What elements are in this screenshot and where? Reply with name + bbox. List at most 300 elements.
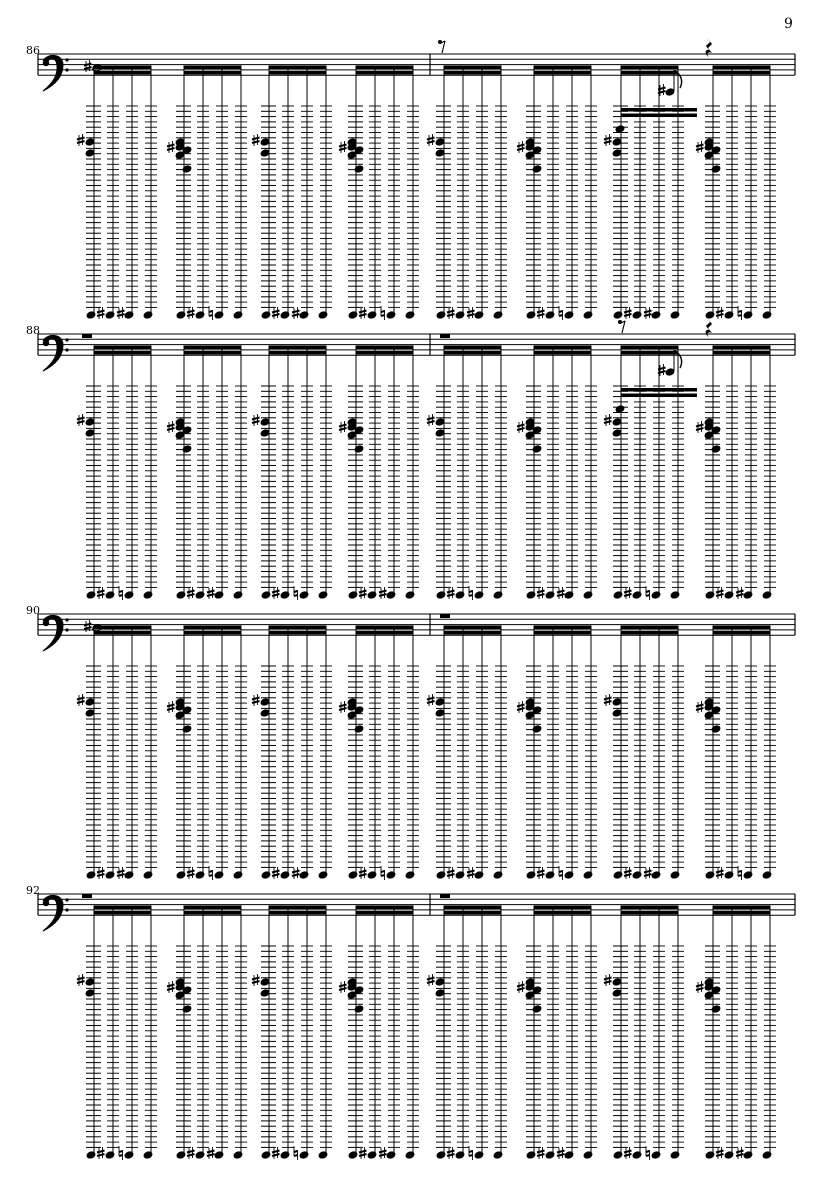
sharp-sign — [207, 587, 215, 599]
note-head — [632, 871, 642, 880]
note-head — [176, 311, 186, 320]
beam — [356, 346, 414, 350]
beam — [534, 626, 592, 630]
note-head — [195, 591, 205, 600]
note-head — [348, 311, 358, 320]
sharp-sign — [77, 134, 85, 146]
beam — [713, 66, 771, 70]
note-group — [167, 66, 247, 321]
beam — [621, 388, 697, 392]
natural-sign — [559, 306, 563, 320]
beam — [444, 906, 502, 910]
note-head — [743, 871, 753, 880]
sharp-sign — [427, 414, 435, 426]
beam — [444, 346, 502, 350]
beam — [621, 351, 679, 355]
bass-clef — [43, 895, 69, 931]
note-group — [167, 346, 247, 600]
note-group — [696, 346, 776, 600]
note-head — [261, 871, 271, 880]
note-head — [176, 871, 186, 880]
beam — [94, 906, 152, 910]
beam — [534, 346, 592, 350]
note-head — [354, 1005, 364, 1014]
sharp-sign — [97, 867, 105, 879]
note-head — [743, 311, 753, 320]
note-head — [670, 871, 680, 880]
beam — [713, 346, 771, 350]
note-group — [252, 346, 332, 601]
sharp-sign — [272, 1147, 280, 1159]
note-head — [651, 591, 661, 600]
note-head — [354, 165, 364, 174]
note-head — [474, 871, 484, 880]
beam — [94, 626, 152, 630]
sharp-sign — [537, 307, 545, 319]
note-head — [367, 591, 377, 600]
beam — [94, 631, 152, 635]
sharp-sign — [604, 134, 612, 146]
beam — [356, 626, 414, 630]
beam — [94, 911, 152, 915]
note-head — [532, 725, 542, 734]
measure-number-92: 92 — [26, 884, 40, 897]
note-group — [427, 66, 507, 320]
measure-number-90: 90 — [26, 604, 40, 617]
note-head — [386, 591, 396, 600]
note-head — [367, 1151, 377, 1160]
note-head — [318, 1151, 328, 1160]
beam — [534, 631, 592, 635]
note-head — [214, 311, 224, 320]
note-head — [762, 311, 772, 320]
sharp-sign — [736, 587, 744, 599]
note-head — [455, 311, 465, 320]
sharp-sign — [252, 974, 260, 986]
note-group — [252, 66, 332, 320]
note-head — [182, 1005, 192, 1014]
sharp-sign — [117, 867, 125, 879]
note-head — [705, 871, 715, 880]
beam — [356, 71, 414, 75]
natural-sign — [119, 1146, 123, 1160]
sharp-sign — [187, 587, 195, 599]
note-head — [545, 591, 555, 600]
sharp-sign — [252, 414, 260, 426]
beam — [713, 631, 771, 635]
note-head — [474, 591, 484, 600]
beam — [184, 911, 242, 915]
natural-sign — [209, 306, 213, 320]
note-head — [233, 311, 243, 320]
note-head — [86, 591, 96, 600]
note-group — [604, 346, 684, 601]
beam — [184, 906, 242, 910]
beam — [269, 911, 327, 915]
sharp-sign — [272, 587, 280, 599]
sharp-sign — [624, 307, 632, 319]
natural-sign — [646, 586, 650, 600]
note-group — [77, 626, 157, 880]
note-head — [711, 165, 721, 174]
note-group — [339, 66, 419, 321]
beam — [713, 626, 771, 630]
beam — [444, 351, 502, 355]
beam — [621, 71, 679, 75]
note-head — [743, 591, 753, 600]
beam — [356, 66, 414, 70]
beam — [621, 631, 679, 635]
sharp-sign — [117, 307, 125, 319]
note-head — [143, 871, 153, 880]
note-head — [613, 311, 623, 320]
note-head — [105, 1151, 115, 1160]
measure-number-86: 86 — [26, 44, 40, 57]
sharp-sign — [339, 421, 347, 433]
beam — [534, 71, 592, 75]
note-head — [670, 311, 680, 320]
note-head — [474, 311, 484, 320]
note-head — [405, 871, 415, 880]
note-group — [517, 626, 597, 881]
upper-voice-figure — [615, 350, 697, 413]
note-head — [261, 1151, 271, 1160]
natural-sign — [294, 1146, 298, 1160]
note-head — [261, 591, 271, 600]
note-head — [348, 1151, 358, 1160]
note-head — [583, 311, 593, 320]
beam — [534, 66, 592, 70]
natural-sign — [294, 586, 298, 600]
sharp-sign — [359, 1147, 367, 1159]
note-head — [532, 165, 542, 174]
sharp-sign — [557, 587, 565, 599]
natural-sign — [559, 866, 563, 880]
note-group — [604, 66, 684, 320]
note-head — [280, 311, 290, 320]
note-head — [724, 591, 734, 600]
note-head — [613, 871, 623, 880]
note-head — [195, 1151, 205, 1160]
beam — [269, 71, 327, 75]
sharp-sign — [292, 307, 300, 319]
note-head — [436, 591, 446, 600]
beam — [621, 108, 697, 112]
sharp-sign — [716, 587, 724, 599]
note-head — [632, 311, 642, 320]
beam — [184, 66, 242, 70]
note-head — [670, 591, 680, 600]
note-head — [526, 591, 536, 600]
sharp-sign — [517, 421, 525, 433]
beam — [94, 66, 152, 70]
sharp-sign — [77, 694, 85, 706]
sharp-sign — [339, 981, 347, 993]
sharp-sign — [359, 867, 367, 879]
note-head — [143, 591, 153, 600]
beam — [713, 71, 771, 75]
note-group — [77, 906, 157, 1161]
note-head — [214, 1151, 224, 1160]
beam — [94, 351, 152, 355]
note-head — [724, 871, 734, 880]
sharp-sign — [716, 867, 724, 879]
note-head — [564, 871, 574, 880]
note-head — [176, 591, 186, 600]
note-head — [405, 591, 415, 600]
note-head — [386, 871, 396, 880]
beam — [269, 66, 327, 70]
sharp-sign — [77, 974, 85, 986]
sharp-sign — [187, 867, 195, 879]
note-head — [705, 591, 715, 600]
note-head — [724, 311, 734, 320]
sharp-sign — [77, 414, 85, 426]
sharp-sign — [624, 587, 632, 599]
note-head — [405, 1151, 415, 1160]
note-head — [280, 591, 290, 600]
note-head — [195, 311, 205, 320]
sharp-sign — [97, 587, 105, 599]
note-head — [436, 871, 446, 880]
beam — [534, 351, 592, 355]
beam — [356, 631, 414, 635]
note-head — [176, 1151, 186, 1160]
note-group — [252, 626, 332, 880]
beam — [621, 626, 679, 630]
beam — [444, 626, 502, 630]
note-head — [214, 591, 224, 600]
upper-voice-figure — [615, 70, 697, 133]
beam — [356, 911, 414, 915]
note-group — [604, 626, 684, 880]
note-head — [214, 871, 224, 880]
note-head — [348, 871, 358, 880]
note-group — [167, 906, 247, 1160]
whole-rest — [440, 334, 450, 338]
beam — [94, 71, 152, 75]
note-head — [564, 591, 574, 600]
system-1 — [38, 318, 795, 600]
sharp-sign — [97, 307, 105, 319]
note-head — [583, 591, 593, 600]
note-group — [696, 626, 776, 881]
whole-rest — [440, 614, 450, 618]
sharp-sign — [604, 414, 612, 426]
beam — [621, 114, 697, 118]
measure-number-88: 88 — [26, 324, 40, 337]
sharp-sign — [537, 587, 545, 599]
sharp-sign — [537, 867, 545, 879]
bass-clef — [43, 335, 69, 371]
note-group — [252, 906, 332, 1161]
sharp-sign — [644, 867, 652, 879]
note-head — [143, 311, 153, 320]
sharp-sign — [97, 1147, 105, 1159]
note-head — [493, 871, 503, 880]
note-head — [299, 1151, 309, 1160]
sharp-sign — [604, 694, 612, 706]
note-head — [526, 311, 536, 320]
sharp-sign — [467, 307, 475, 319]
note-head — [124, 591, 134, 600]
note-head — [564, 311, 574, 320]
note-group — [339, 626, 419, 881]
natural-sign — [381, 866, 385, 880]
sharp-sign — [427, 694, 435, 706]
beam — [356, 906, 414, 910]
beam — [444, 66, 502, 70]
sharp-sign — [696, 421, 704, 433]
note-head — [762, 871, 772, 880]
note-head — [233, 591, 243, 600]
sharp-sign — [167, 701, 175, 713]
note-head — [86, 871, 96, 880]
system-2 — [38, 614, 795, 880]
note-head — [651, 311, 661, 320]
sharp-sign — [447, 867, 455, 879]
beam — [713, 351, 771, 355]
beam — [184, 351, 242, 355]
page-number: 9 — [784, 16, 793, 32]
note-head — [455, 871, 465, 880]
note-head — [354, 445, 364, 454]
beam — [184, 631, 242, 635]
sharp-sign — [272, 867, 280, 879]
note-head — [124, 311, 134, 320]
beam — [621, 346, 679, 350]
natural-sign — [209, 866, 213, 880]
note-head — [545, 871, 555, 880]
note-head — [711, 725, 721, 734]
note-head — [280, 871, 290, 880]
sharp-sign — [252, 694, 260, 706]
natural-sign — [738, 306, 742, 320]
note-head — [86, 311, 96, 320]
sharp-sign — [339, 141, 347, 153]
beam — [444, 631, 502, 635]
note-head — [493, 311, 503, 320]
beam — [444, 911, 502, 915]
note-head — [86, 1151, 96, 1160]
beam — [269, 906, 327, 910]
beam — [184, 71, 242, 75]
note-head — [143, 1151, 153, 1160]
note-head — [532, 445, 542, 454]
note-head — [367, 871, 377, 880]
beam — [184, 626, 242, 630]
note-head — [318, 311, 328, 320]
note-head — [583, 871, 593, 880]
note-head — [711, 445, 721, 454]
sharp-sign — [292, 867, 300, 879]
sharp-sign — [517, 701, 525, 713]
sharp-sign — [427, 134, 435, 146]
note-head — [105, 311, 115, 320]
note-head — [367, 311, 377, 320]
beam — [269, 346, 327, 350]
note-head — [762, 591, 772, 600]
natural-sign — [738, 866, 742, 880]
sharp-sign — [624, 867, 632, 879]
note-head — [299, 311, 309, 320]
note-group — [77, 346, 157, 601]
note-head — [632, 591, 642, 600]
note-group — [77, 66, 157, 320]
sharp-sign — [339, 701, 347, 713]
note-head — [613, 591, 623, 600]
sharp-sign — [467, 867, 475, 879]
natural-sign — [381, 306, 385, 320]
note-head — [455, 591, 465, 600]
natural-sign — [469, 586, 473, 600]
sharp-sign — [644, 307, 652, 319]
note-head — [299, 871, 309, 880]
note-head — [318, 871, 328, 880]
beam — [269, 631, 327, 635]
note-head — [405, 311, 415, 320]
note-head — [233, 1151, 243, 1160]
note-head — [386, 311, 396, 320]
note-head — [493, 591, 503, 600]
sharp-sign — [167, 421, 175, 433]
note-group — [517, 66, 597, 321]
bass-clef — [43, 55, 69, 91]
beam — [269, 351, 327, 355]
note-head — [705, 311, 715, 320]
system-0 — [38, 38, 795, 320]
sharp-sign — [447, 587, 455, 599]
sharp-sign — [187, 307, 195, 319]
note-head — [182, 725, 192, 734]
beam — [94, 346, 152, 350]
note-head — [545, 311, 555, 320]
note-group — [339, 346, 419, 600]
sharp-sign — [207, 1147, 215, 1159]
system-3 — [38, 894, 795, 1160]
sharp-sign — [517, 141, 525, 153]
note-head — [318, 591, 328, 600]
beam — [184, 346, 242, 350]
whole-rest — [82, 334, 92, 338]
sharp-sign — [252, 134, 260, 146]
note-head — [182, 445, 192, 454]
note-head — [348, 591, 358, 600]
note-head — [526, 871, 536, 880]
note-group — [517, 346, 597, 600]
note-group — [339, 906, 419, 1160]
note-group — [427, 346, 507, 601]
note-head — [105, 591, 115, 600]
note-head — [280, 1151, 290, 1160]
note-group — [427, 626, 507, 880]
beam — [621, 66, 679, 70]
note-head — [124, 1151, 134, 1160]
sharp-sign — [187, 1147, 195, 1159]
note-head — [124, 871, 134, 880]
note-head — [195, 871, 205, 880]
note-head — [299, 591, 309, 600]
beam — [269, 626, 327, 630]
note-group — [167, 626, 247, 881]
sharp-sign — [359, 587, 367, 599]
note-head — [261, 311, 271, 320]
sharp-sign — [696, 701, 704, 713]
sharp-sign — [379, 587, 387, 599]
sharp-sign — [272, 307, 280, 319]
sharp-sign — [359, 307, 367, 319]
sharp-sign — [167, 141, 175, 153]
